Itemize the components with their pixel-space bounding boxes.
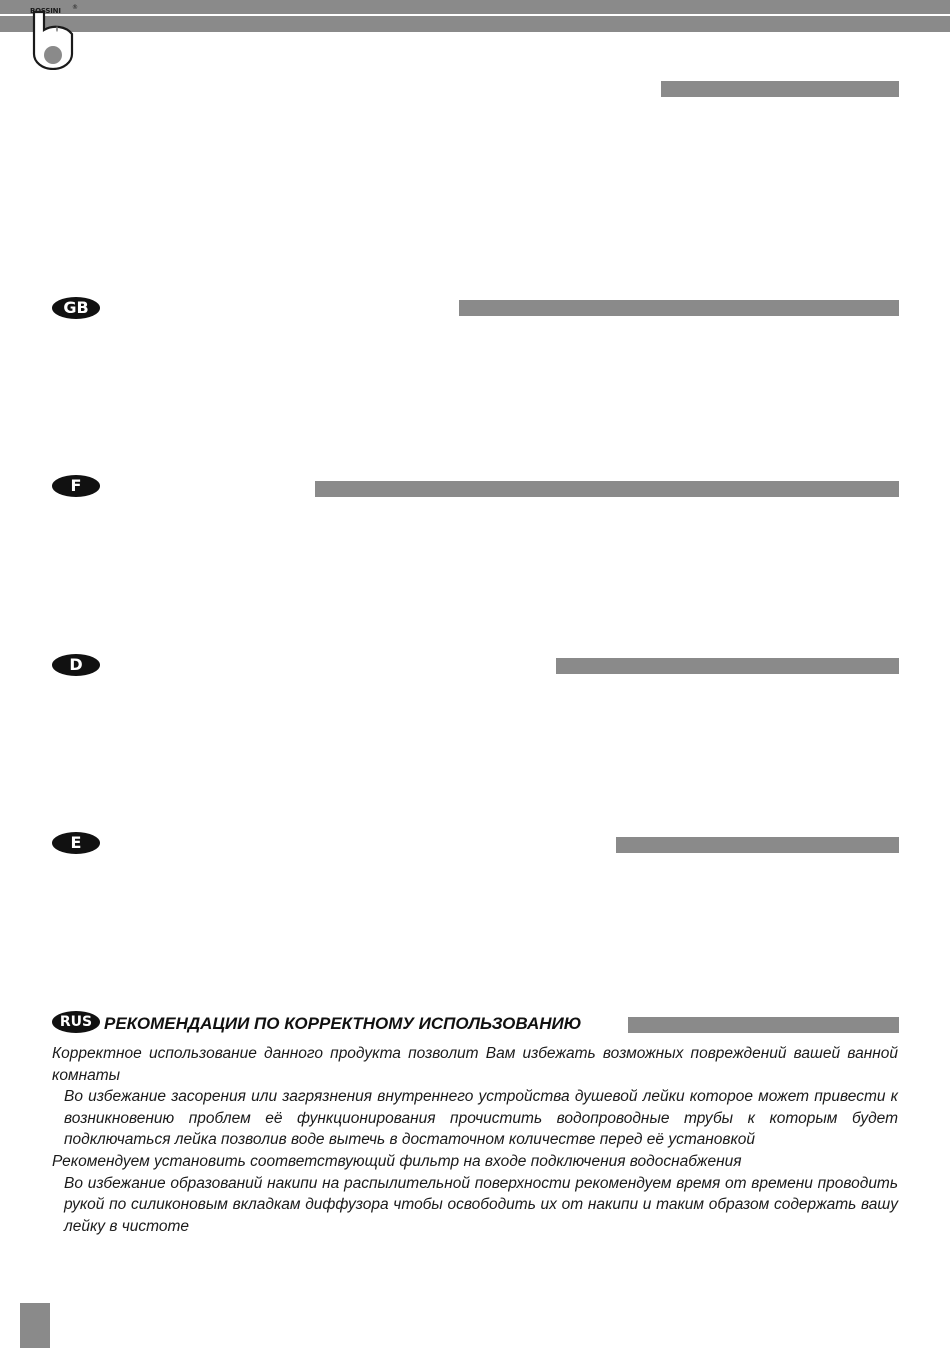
top-title-bar (661, 81, 899, 97)
f-section-bar (315, 481, 899, 497)
f-language-badge: F (52, 475, 100, 497)
rus-body-text (52, 1043, 898, 1237)
rus-paragraph-4: Во избежание образований накипи на распылительной поверхности рекомендуем время от времени проводить рукой по силиконовым вкладкам диффузора чтобы освободить их от накипи и таким образом содержать вашу лейку в чистоте (64, 1174, 898, 1235)
page-corner-tab (20, 1303, 50, 1348)
registered-mark: ® (72, 4, 78, 11)
header-divider-line (0, 14, 950, 16)
logo-wordmark: BOSSINI (30, 7, 61, 15)
rus-language-badge: RUS (52, 1011, 100, 1033)
top-header-band (0, 0, 950, 32)
rus-section-bar (628, 1017, 899, 1033)
e-section-bar (616, 837, 899, 853)
bossini-logo (30, 4, 76, 70)
gb-language-badge: GB (52, 297, 100, 319)
d-language-badge: D (52, 654, 100, 676)
rus-paragraph-1: Корректное использование данного продукта позволит Вам избежать возможных повреждений вашей ванной комнаты (52, 1045, 898, 1084)
e-language-badge: E (52, 832, 100, 854)
gb-section-bar (459, 300, 899, 316)
d-section-bar (556, 658, 899, 674)
rus-paragraph-2: Во избежание засорения или загрязнения внутреннего устройства душевой лейки которое может привести к возникновению проблем её функционирования прочистить водопроводные трубы к которым будет подключаться лейка позволив воде вытечь в достаточном количестве перед её установкой (64, 1088, 898, 1149)
rus-section-heading: РЕКОМЕНДАЦИИ ПО КОРРЕКТНОМУ ИСПОЛЬЗОВАНИЮ (104, 1014, 582, 1033)
rus-paragraph-3: Рекомендуем установить соответствующий фильтр на входе подключения водоснабжения (52, 1152, 742, 1170)
